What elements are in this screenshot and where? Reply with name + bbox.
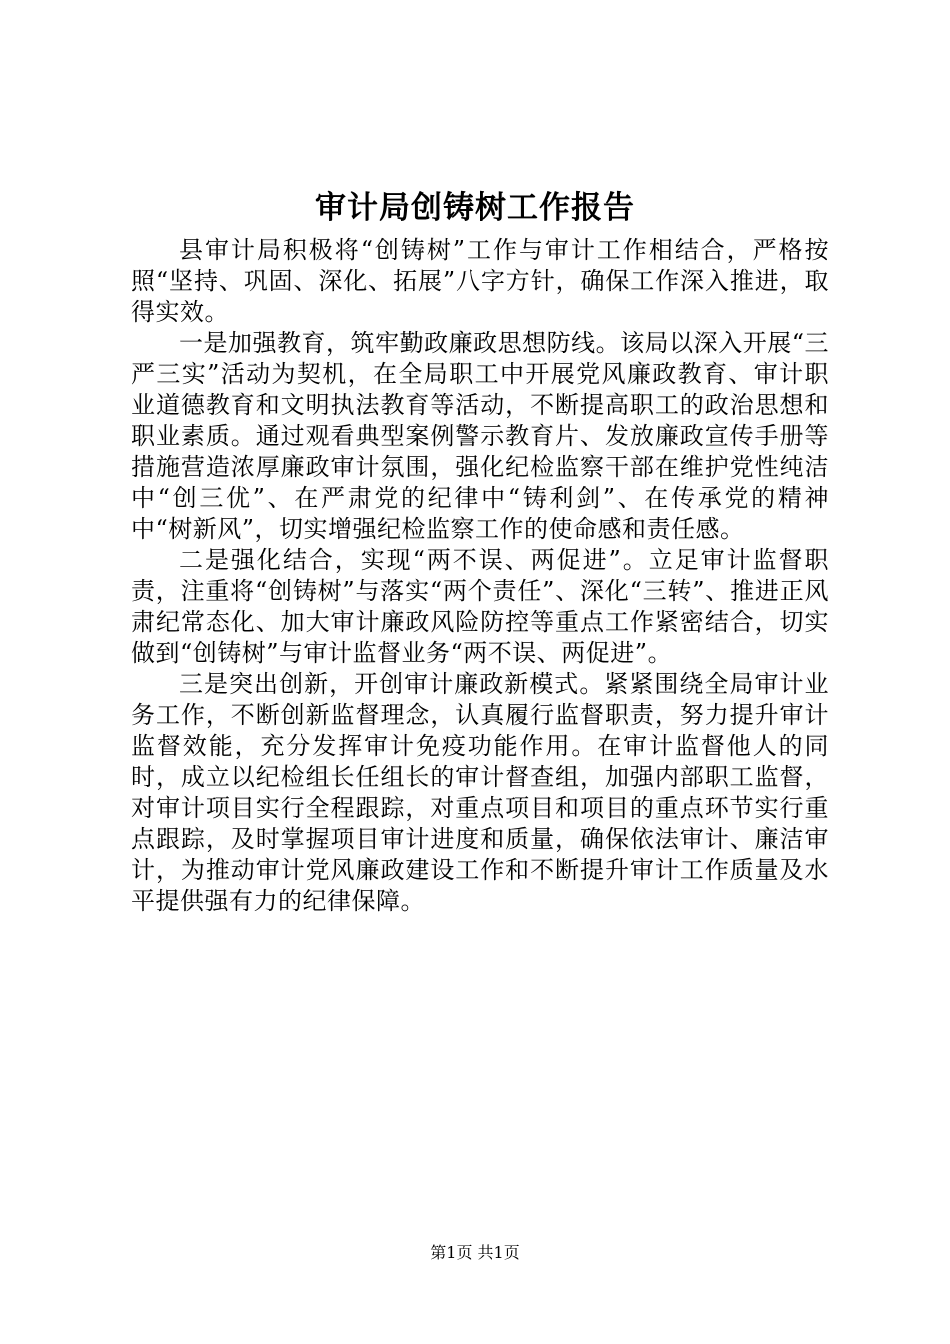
paragraph-innovation: 三是突出创新，开创审计廉政新模式。紧紧围绕全局审计业务工作，不断创新监督理念，认真履行监督职责，努力提升审计监督效能，充分发挥审计免疫功能作用。在审计监督他人的同时，成立以纪检组长任组长的审计督查组，加强内部职工监督，对审计项目实行全程跟踪，对重点项目和项目的重点环节实行重点跟踪，及时掌握项目审计进度和质量，确保依法审计、廉洁审计，为推动审计党风廉政建设工作和不断提升审计工作质量及水平提供强有力的纪律保障。 (131, 670, 829, 915)
paragraph-intro: 县审计局积极将“创铸树”工作与审计工作相结合，严格按照“坚持、巩固、深化、拓展”八字方针，确保工作深入推进，取得实效。 (131, 236, 829, 326)
document-body (131, 235, 829, 917)
paragraph-education: 一是加强教育，筑牢勤政廉政思想防线。该局以深入开展“三严三实”活动为契机，在全局职工中开展党风廉政教育、审计职业道德教育和文明执法教育等活动，不断提高职工的政治思想和职业素质。通过观看典型案例警示教育片、发放廉政宣传手册等措施营造浓厚廉政审计氛围，强化纪检监察干部在维护党性纯洁中“创三优”、在严肃党的纪律中“铸利剑”、在传承党的精神中“树新风”，切实增强纪检监察工作的使命感和责任感。 (131, 329, 829, 543)
document-title: 审计局创铸树工作报告 (315, 190, 635, 226)
page-footer: 第1页 共1页 (430, 1243, 520, 1262)
paragraph-integration: 二是强化结合，实现“两不误、两促进”。立足审计监督职责，注重将“创铸树”与落实“两个责任”、深化“三转”、推进正风肃纪常态化、加大审计廉政风险防控等重点工作紧密结合，切实做到“创铸树”与审计监督业务“两不误、两促进”。 (131, 546, 829, 667)
